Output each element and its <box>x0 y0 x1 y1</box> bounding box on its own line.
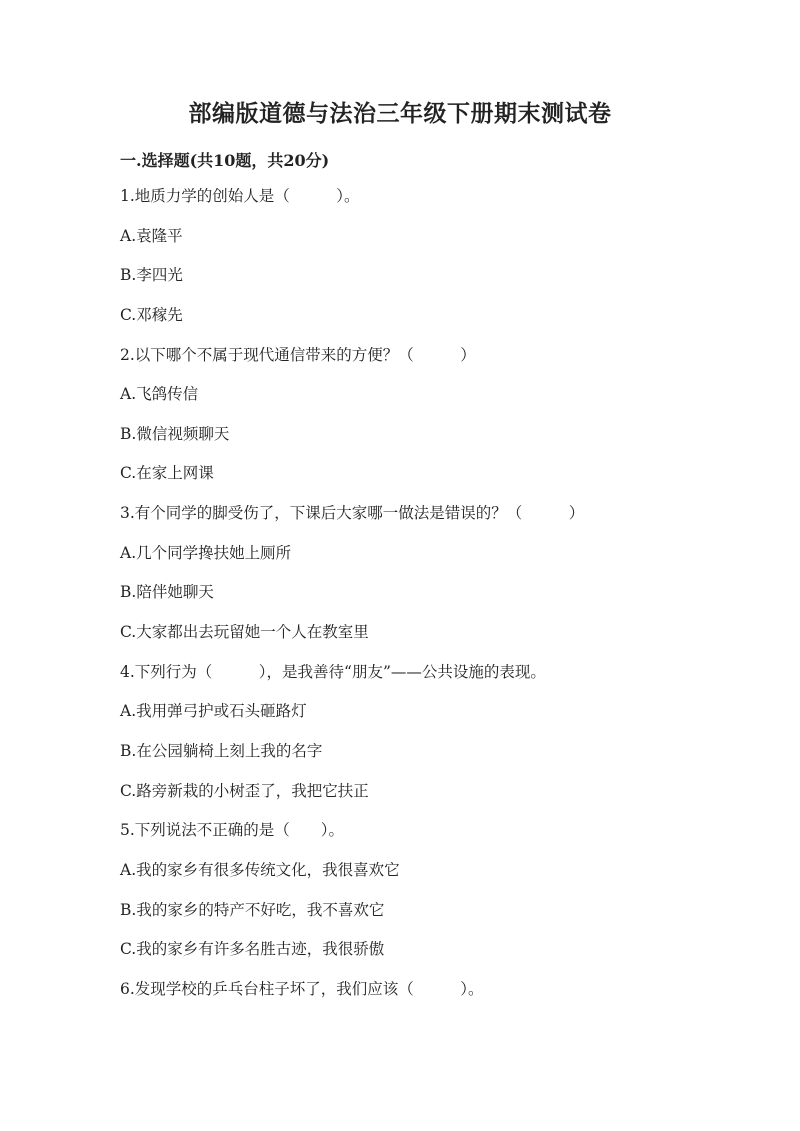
question-option: C.路旁新栽的小树歪了，我把它扶正 <box>120 781 369 800</box>
question-stem: 3.有个同学的脚受伤了，下课后大家哪一做法是错误的？（ ） <box>120 504 585 523</box>
question-option: A.几个同学搀扶她上厕所 <box>120 543 292 562</box>
question-option: B.我的家乡的特产不好吃，我不喜欢它 <box>120 900 385 919</box>
question-option: A.袁隆平 <box>120 226 183 245</box>
question-list <box>120 185 720 1017</box>
question-option: A.我的家乡有很多传统文化，我很喜欢它 <box>120 860 400 879</box>
question-option: C.我的家乡有许多名胜古迹，我很骄傲 <box>120 940 385 959</box>
question-option: B.在公园躺椅上刻上我的名字 <box>120 741 323 760</box>
question-stem: 1.地质力学的创始人是（ ）。 <box>120 187 360 205</box>
question-option: B.陪伴她聊天 <box>120 583 214 602</box>
question-stem: 6.发现学校的乒乓台柱子坏了，我们应该（ ）。 <box>120 979 484 998</box>
question-option: B.微信视频聊天 <box>120 424 230 443</box>
question-option: B.李四光 <box>120 266 183 285</box>
question-option: A.我用弹弓护或石头砸路灯 <box>120 702 307 721</box>
question-stem: 4.下列行为（ ），是我善待“朋友”——公共设施的表现。 <box>120 662 546 681</box>
question-option: A.飞鸽传信 <box>120 385 199 404</box>
question-stem: 5.下列说法不正确的是（ ）。 <box>120 821 345 840</box>
question-option: C.大家都出去玩留她一个人在教室里 <box>120 623 369 642</box>
question-option: C.在家上网课 <box>120 464 214 483</box>
question-option: C.邓稼先 <box>120 305 183 324</box>
document-title: 部编版道德与法治三年级下册期末测试卷 <box>188 100 612 127</box>
question-stem: 2.以下哪个不属于现代通信带来的方便？（ ） <box>120 345 476 364</box>
section-header: 一.选择题(共10题，共20分) <box>120 151 330 170</box>
